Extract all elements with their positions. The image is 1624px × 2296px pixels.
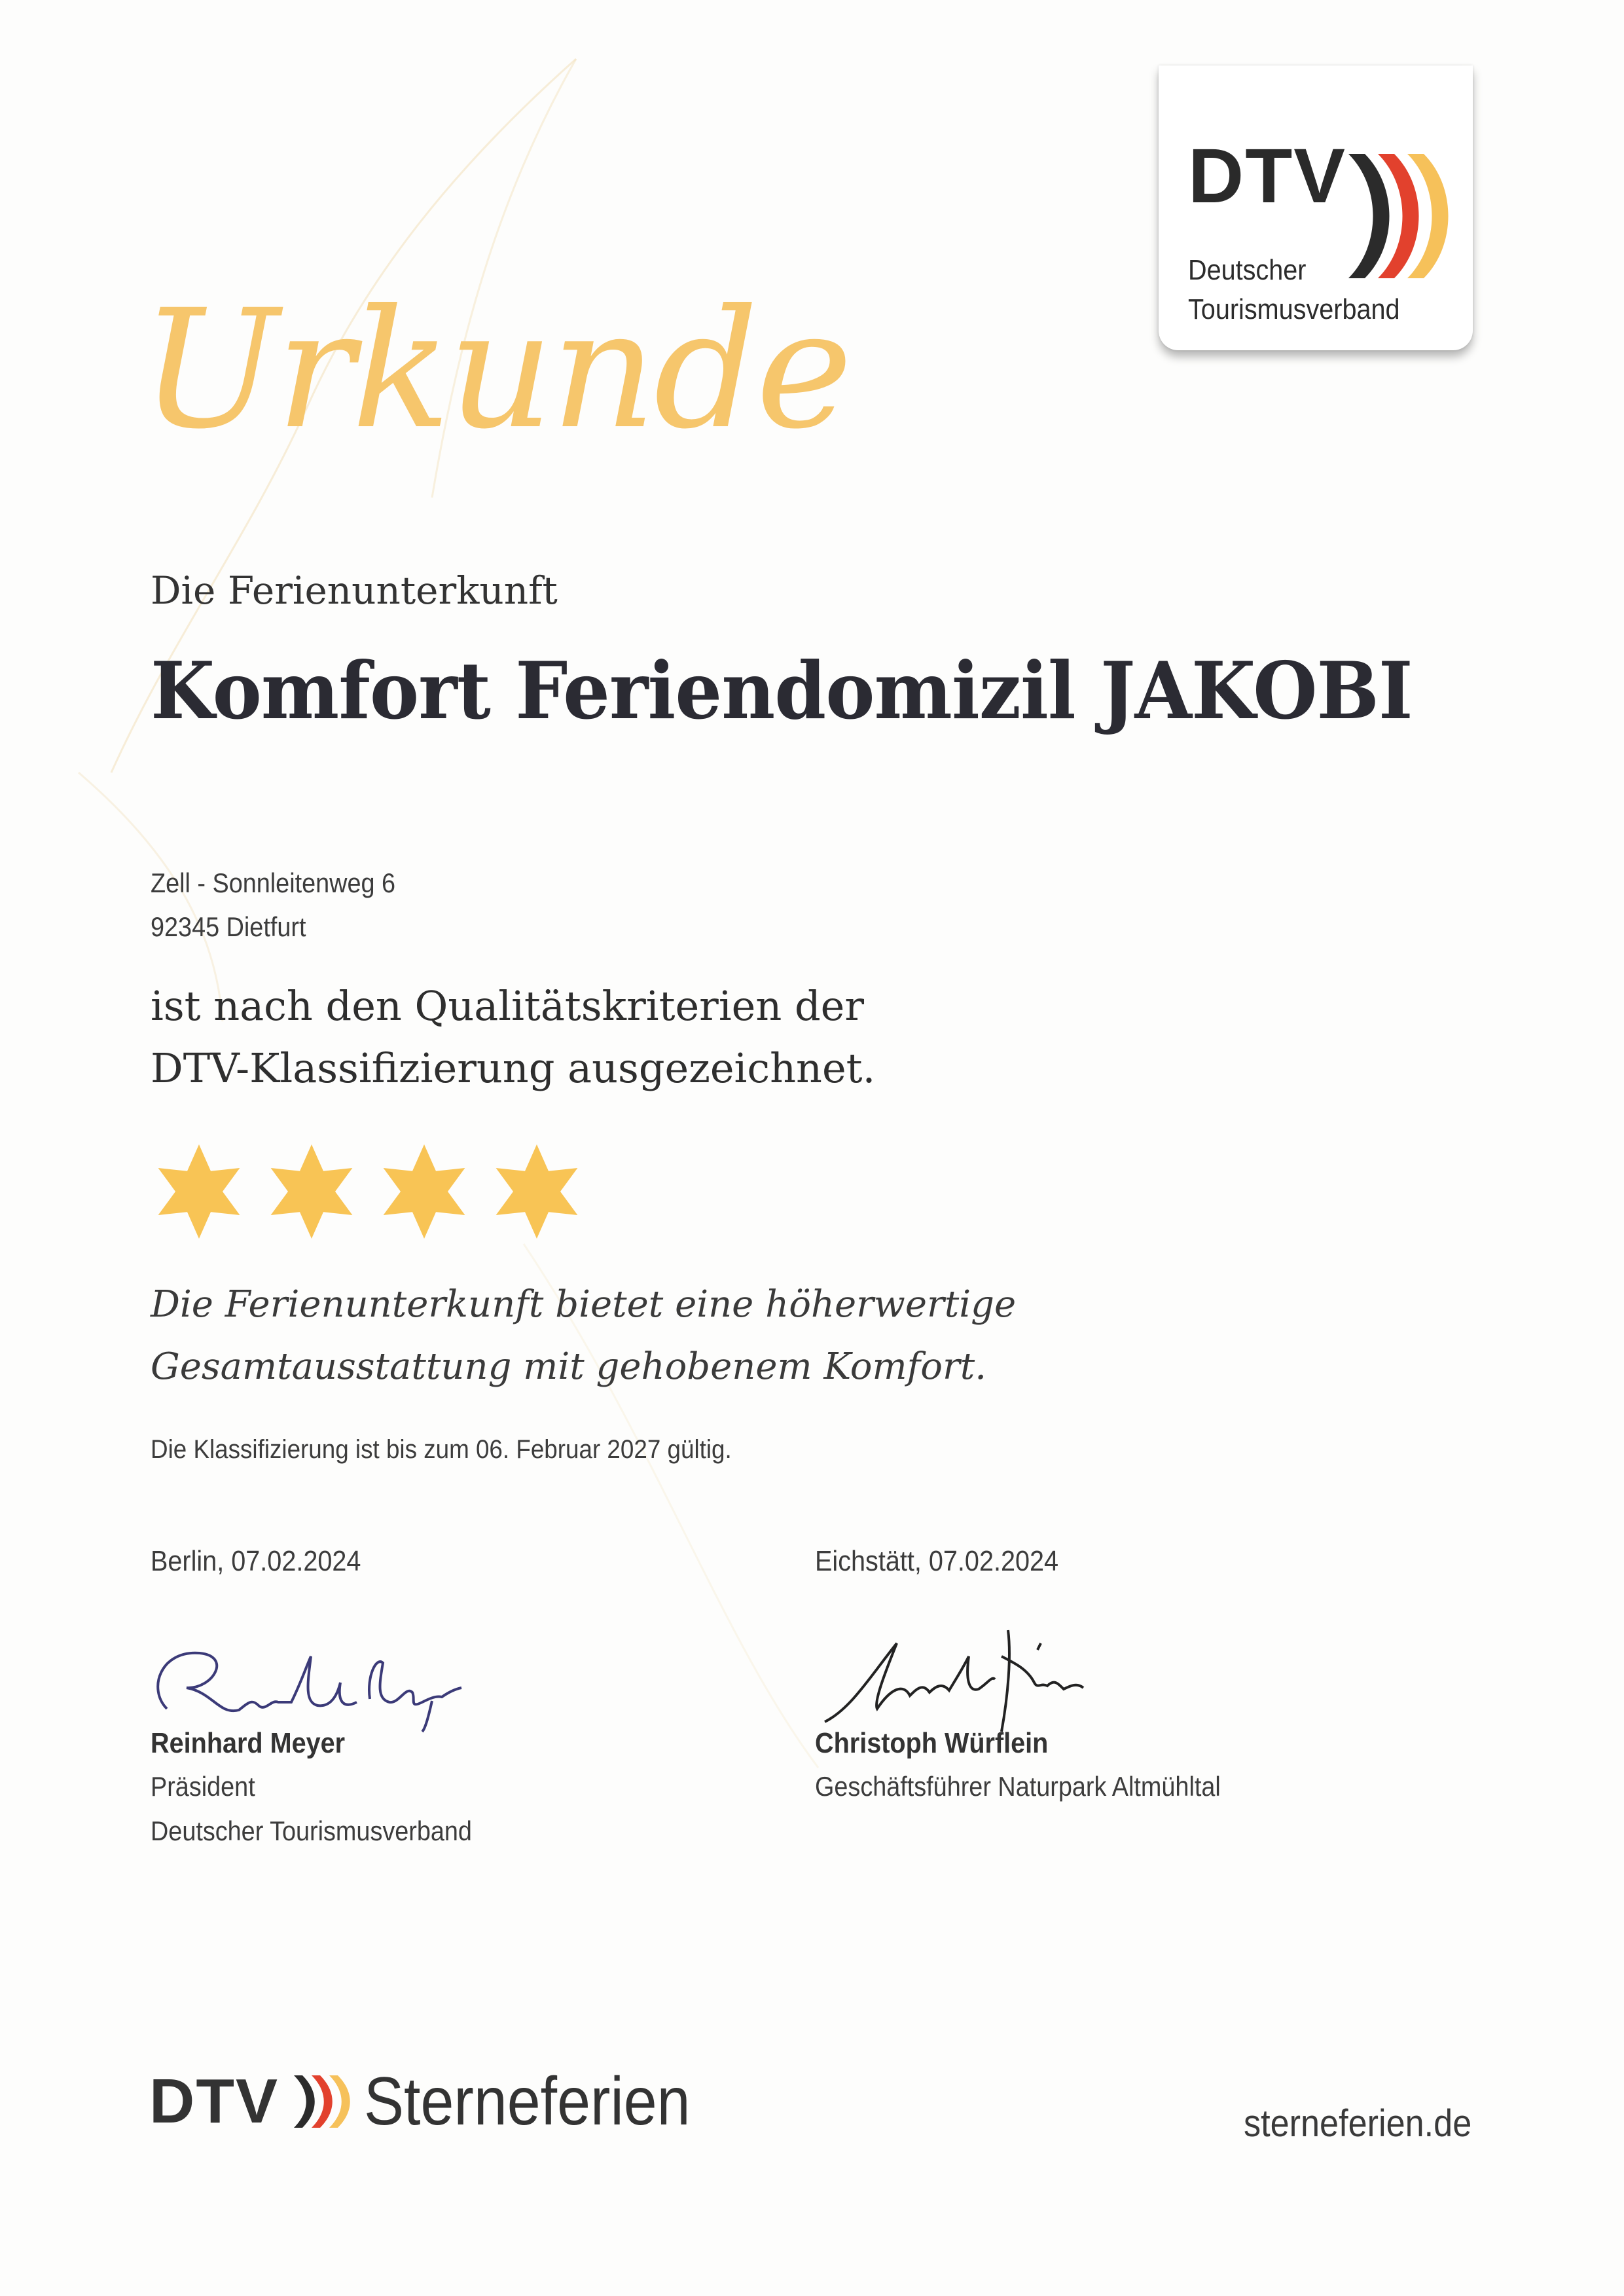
signer-role-right: Geschäftsführer Naturpark Altmühltal [815,1771,1221,1802]
logo-subtitle [1188,251,1400,329]
criteria-line2: DTV-Klassifizierung ausgezeichnet. [151,1044,876,1092]
star-icon [384,1144,465,1239]
signer-name-right: Christoph Würflein [815,1727,1049,1759]
intro-text: Die Ferienunterkunft [151,568,558,613]
signer-role-left-line1: Präsident [151,1771,255,1802]
validity-text: Die Klassifizierung ist bis zum 06. Februar 2027 gültig. [151,1435,732,1464]
footer-chevrons-icon [291,2072,356,2131]
logo-brand: DTV [1188,133,1346,219]
place-date-right: Eichstätt, 07.02.2024 [815,1545,1059,1577]
description-line2: Gesamtausstattung mit gehobenem Komfort. [151,1345,987,1388]
footer-url[interactable]: sterneferien.de [1244,2102,1472,2145]
address-line1: Zell - Sonnleitenweg 6 [151,867,396,898]
logo-subtitle-line1: Deutscher [1188,254,1307,286]
signer-role-left-line2: Deutscher Tourismusverband [151,1815,472,1846]
star-icon [158,1144,240,1239]
property-name: Komfort Feriendomizil JAKOBI [151,645,1413,737]
signer-name-left: Reinhard Meyer [151,1727,346,1759]
certificate-title: Urkunde [141,274,850,465]
description-line1: Die Ferienunterkunft bietet eine höherwertige [151,1283,1017,1326]
address-line2: 92345 Dietfurt [151,911,306,942]
criteria-line1: ist nach den Qualitätskriterien der [151,982,864,1030]
footer-logo [149,2059,735,2144]
signature-christoph-wuerflein [812,1617,1087,1741]
signature-reinhard-meyer [141,1637,468,1735]
star-icon [271,1144,353,1239]
signer-role-left [151,1764,472,1853]
star-rating [152,1139,610,1244]
star-icon [496,1144,578,1239]
footer-brand: DTV [149,2066,279,2136]
footer-product: Sterneferien [364,2063,691,2140]
logo-subtitle-line2: Tourismusverband [1188,293,1400,325]
dtv-logo-card [1159,65,1473,350]
place-date-left: Berlin, 07.02.2024 [151,1545,361,1577]
